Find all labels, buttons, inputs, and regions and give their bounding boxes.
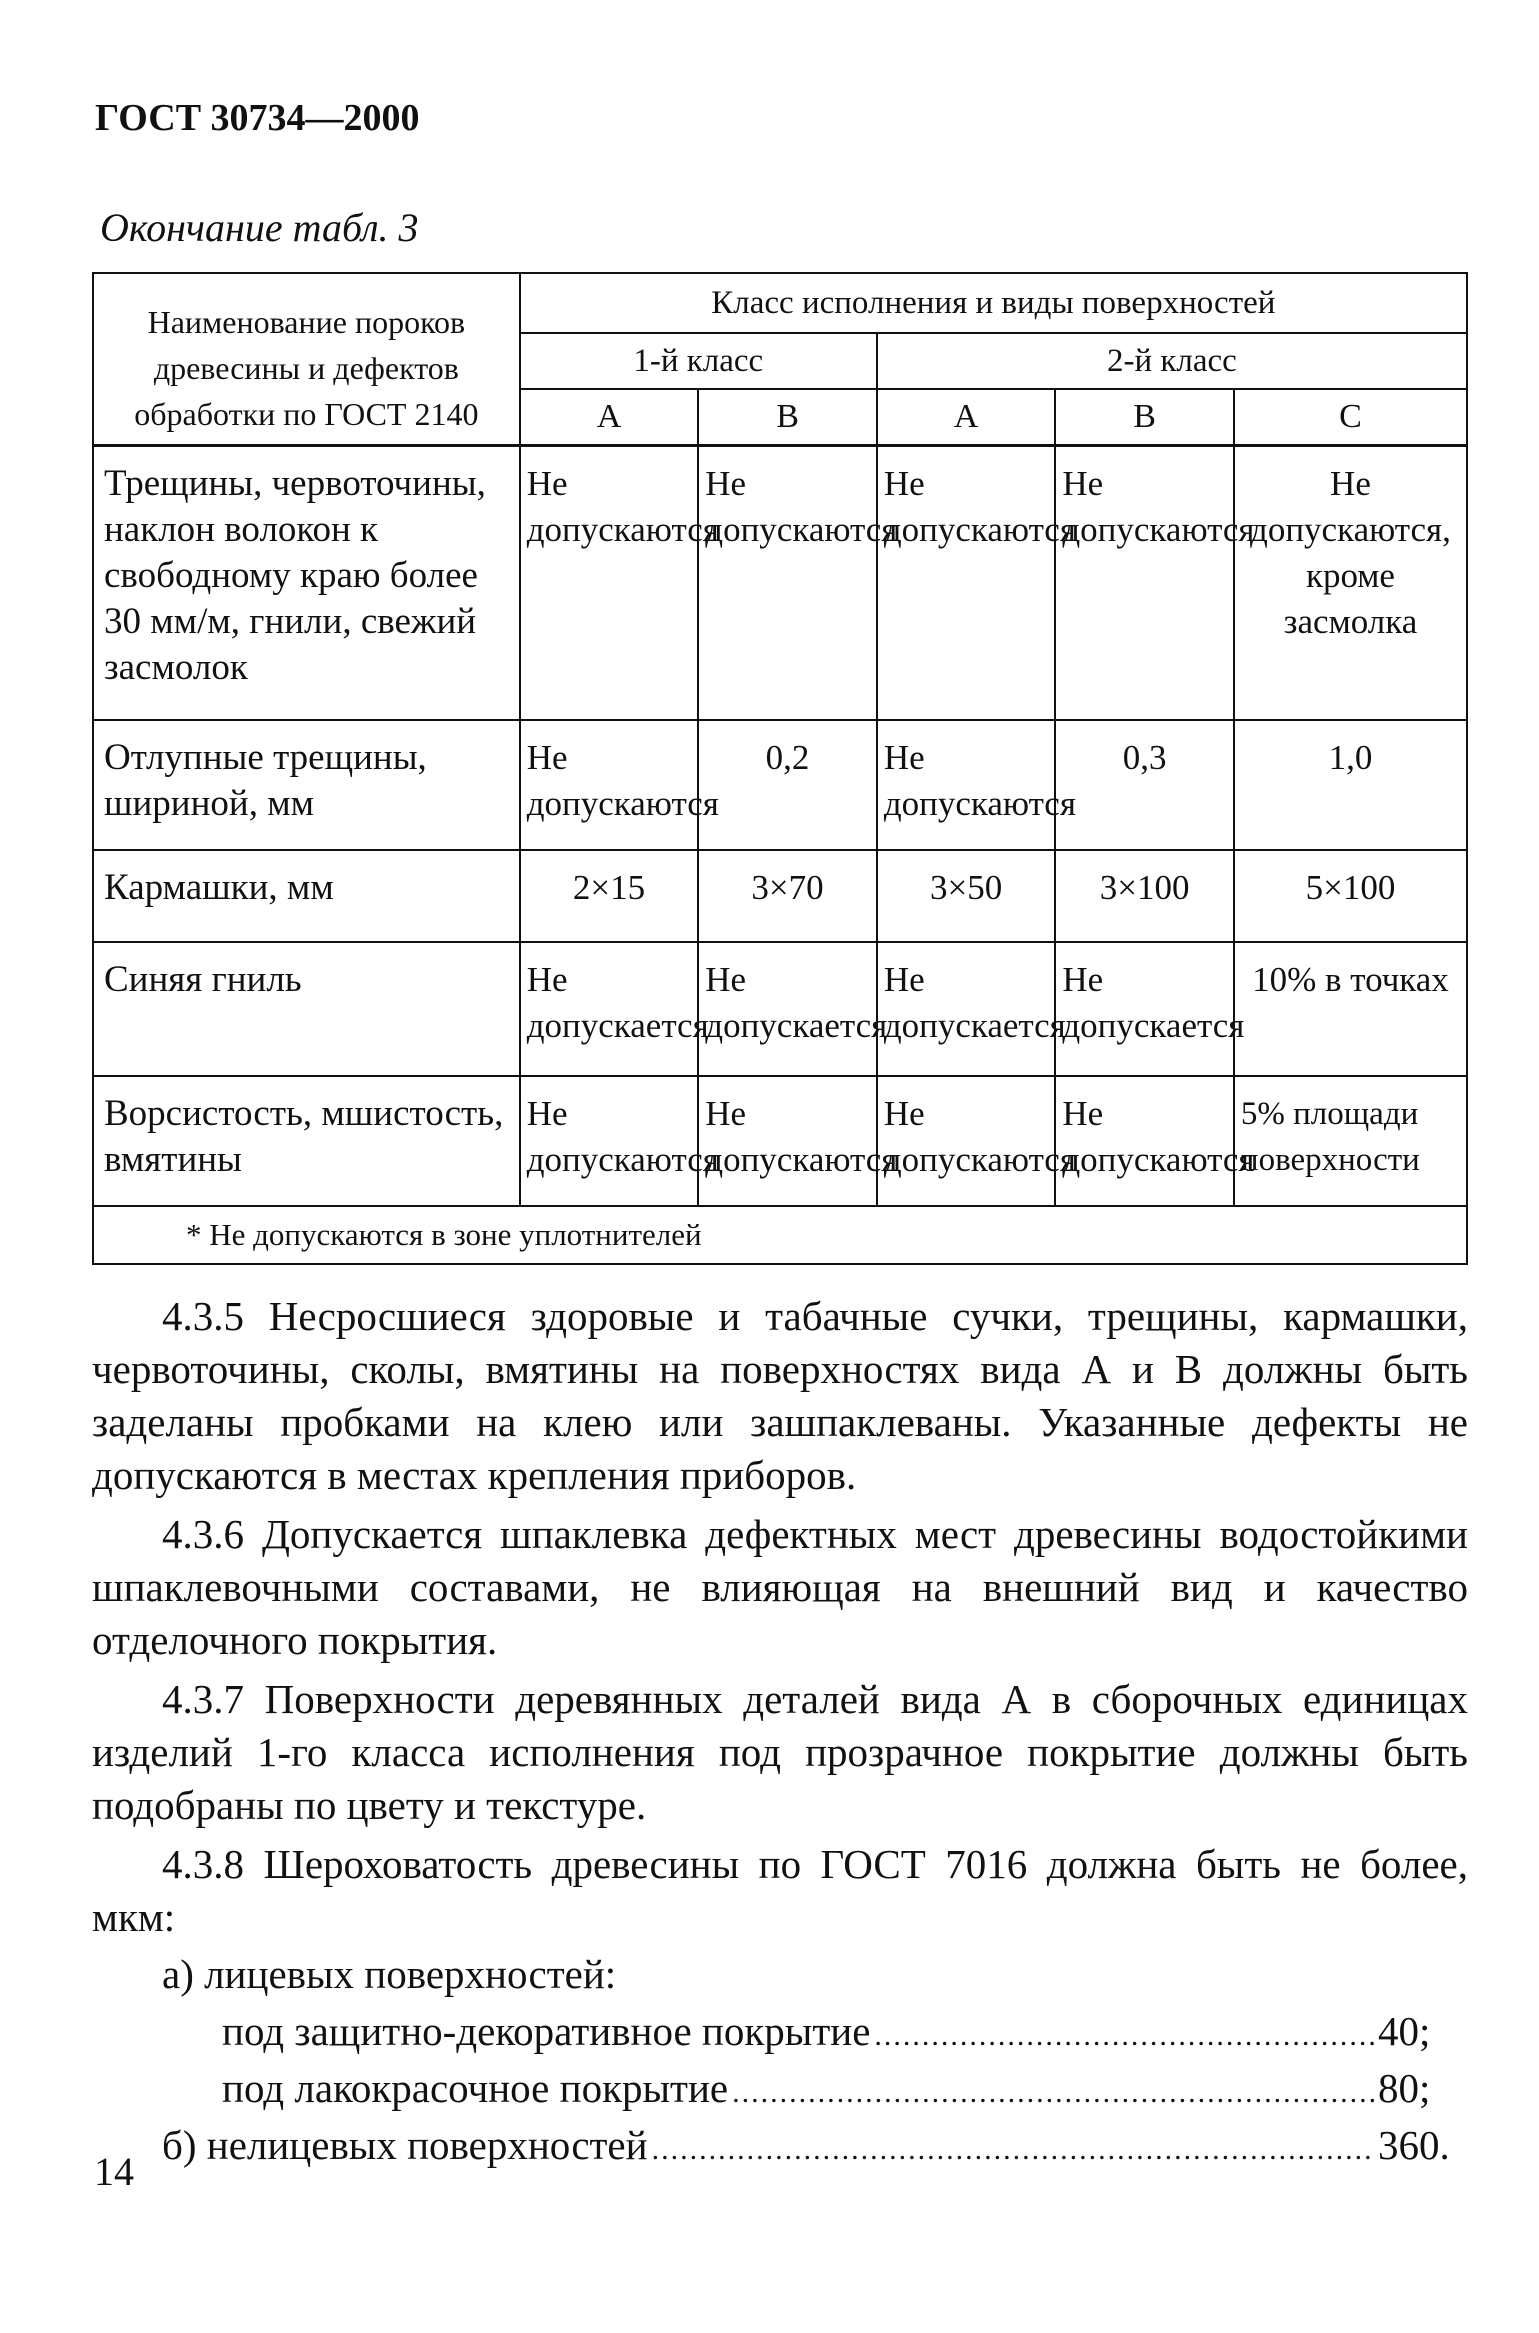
list-item-label: б) нелицевых поверхностей [162,2122,648,2168]
table-cell: 10% в точках [1234,942,1467,1076]
table-cell: Не допускаются [1055,446,1234,720]
list-item [92,2062,1468,2119]
table-cell: Не допускаются [698,446,877,720]
table-cell: Не допускается [877,942,1056,1076]
header-class-group: Класс исполнения и виды поверхностей [520,273,1467,333]
table-cell: Не допускается [520,942,699,1076]
paragraph-4-3-7: 4.3.7 Поверхности деревянных деталей вида А в сборочных единицах изделий 1-го класса исполнения под прозрачное покрытие должны быть подобраны по цвету и текстуре. [92,1676,1468,1828]
row-defect-name: Отлупные трещины, шириной, мм [93,720,520,850]
row-defect-name: Кармашки, мм [93,850,520,942]
list-item-label: под защитно-декоративное покрытие [222,2008,871,2054]
table-row [93,446,1467,720]
table-cell: 3×70 [698,850,877,942]
table-cell: Не допускаются [520,446,699,720]
table-cell: Не допускаются [1055,1076,1234,1206]
body-text [92,1290,1468,2176]
table-caption: Окончание табл. 3 [100,205,419,250]
paragraph-4-3-8: 4.3.8 Шероховатость древесины по ГОСТ 7016 должна быть не более, мкм: [92,1841,1468,1940]
table-cell: Не допускаются [698,1076,877,1206]
table-cell: Не допускаются [877,1076,1056,1206]
table-cell: Не допускается [1055,942,1234,1076]
table-cell: 3×50 [877,850,1056,942]
table-row [93,720,1467,850]
list-item-value: 80; [1378,2065,1431,2111]
header-class-2: 2-й класс [877,333,1467,389]
leader-dots [874,2009,1374,2062]
row-defect-name: Ворсистость, мшистость, вмятины [93,1076,520,1206]
table-cell: Не допускаются, кроме засмолка [1234,446,1467,720]
header-surface-a2: А [877,389,1056,446]
list-item [92,2005,1468,2062]
document-code: ГОСТ 30734—2000 [95,97,420,139]
table-cell: Не допускаются [520,720,699,850]
list-item-label: а) лицевых поверхностей: [162,1951,617,1997]
table-row [93,850,1467,942]
table-cell: 0,2 [698,720,877,850]
header-surface-b1: В [698,389,877,446]
leader-dots [652,2123,1374,2176]
table-cell: 5×100 [1234,850,1467,942]
row-defect-name: Синяя гниль [93,942,520,1076]
table-cell: 2×15 [520,850,699,942]
table-cell: 3×100 [1055,850,1234,942]
paragraph-4-3-6: 4.3.6 Допускается шпаклевка дефектных мест древесины водостойкими шпаклевочными составами, не влияющая на внешний вид и качество отделочного покрытия. [92,1511,1468,1663]
defects-table [92,272,1468,1265]
paragraph-4-3-5: 4.3.5 Несросшиеся здоровые и табачные сучки, трещины, кармашки, червоточины, сколы, вмятины на поверхностях вида А и В должны быть заделаны пробками на клею или зашпаклеваны. Указанные дефекты не допускаются в местах крепления приборов. [92,1293,1468,1498]
table-cell: Не допускаются [877,446,1056,720]
row-defect-name: Трещины, червоточины, наклон волокон к свободному краю более 30 мм/м, гнили, свежий засмолок [93,446,520,720]
header-surface-b2: В [1055,389,1234,446]
table-cell: 1,0 [1234,720,1467,850]
list-item [92,1948,1468,2005]
header-defect-name: Наименование пороков древесины и дефектов обработки по ГОСТ 2140 [93,273,520,446]
table-footnote: * Не допускаются в зоне уплотнителей [93,1206,1467,1264]
table-row [93,942,1467,1076]
list-item-label: под лакокрасочное покрытие [222,2065,729,2111]
table-cell: Не допускается [698,942,877,1076]
leader-dots [732,2066,1374,2119]
table-cell: 0,3 [1055,720,1234,850]
page-number: 14 [94,2149,134,2194]
list-item-value: 40; [1378,2008,1431,2054]
table-cell: Не допускаются [877,720,1056,850]
table-header-row [93,273,1467,333]
header-class-1: 1-й класс [520,333,877,389]
header-surface-c2: С [1234,389,1467,446]
table-cell: Не допускаются [520,1076,699,1206]
table-cell: 5% площади поверхности [1234,1076,1467,1206]
list-item-value: 360. [1378,2122,1450,2168]
table-footnote-row [93,1206,1467,1264]
table-row [93,1076,1467,1206]
list-item [92,2119,1468,2176]
header-surface-a1: А [520,389,699,446]
